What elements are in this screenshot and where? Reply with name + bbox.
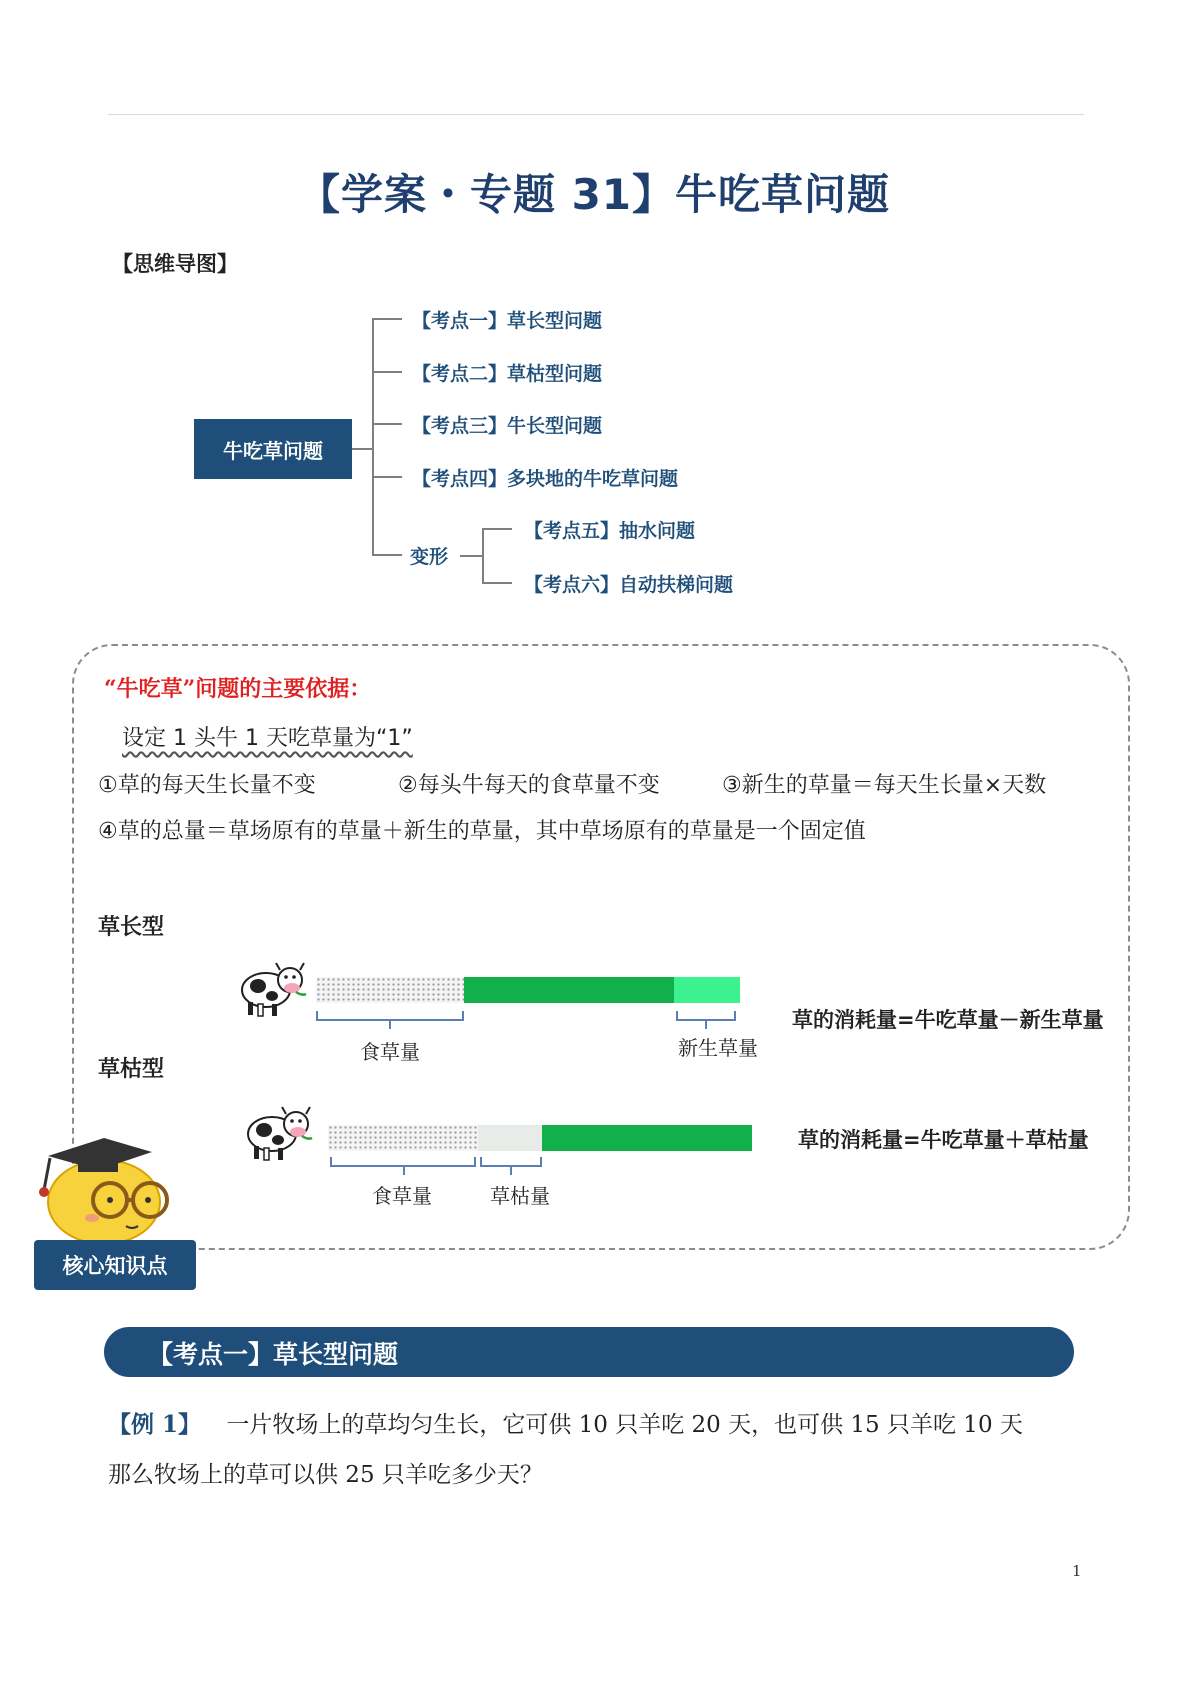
connector-line [482,528,484,584]
brace-tick [705,1021,707,1029]
grow-new-grass-bar [674,977,740,1003]
grow-eat-brace [316,1011,464,1021]
mindmap-item-2: 【考点二】草枯型问题 [412,363,603,385]
page-title: 【学案・专题 31】牛吃草问题 [297,170,891,219]
top-rule [108,114,1084,115]
brace-tick [389,1021,391,1029]
rule-3: ③新生的草量＝每天生长量×天数 [722,773,1047,798]
assumption-text: 设定 1 头牛 1 天吃草量为“1” [122,726,413,751]
example-label: 【例 1】 [108,1411,202,1438]
grow-existing-bar [464,977,674,1003]
mindmap-variant-item-2: 【考点六】自动扶梯问题 [524,574,734,596]
page-number: 1 [1072,1562,1082,1580]
wither-type-label: 草枯型 [98,1057,165,1082]
wither-caption: 草枯量 [490,1184,550,1208]
connector-line [460,555,482,557]
cow-icon [244,1104,316,1162]
cow-icon [238,960,310,1018]
example-line-2: 那么牧场上的草可以供 25 只羊吃多少天？ [108,1462,543,1488]
wither-eat-brace [330,1157,476,1167]
connector-line [352,448,372,450]
wither-eat-caption: 食草量 [372,1184,432,1208]
mindmap-heading: 【思维导图】 [112,252,238,276]
wither-formula: 草的消耗量=牛吃草量＋草枯量 [798,1128,1089,1152]
connector-line [372,318,374,555]
mindmap-item-1: 【考点一】草长型问题 [412,310,603,332]
example-line-1 [108,1406,1023,1439]
connector-line [372,371,402,373]
connector-line [372,423,402,425]
grow-type-label: 草长型 [98,915,165,940]
grow-eat-caption: 食草量 [360,1040,420,1064]
example-text-1: 一片牧场上的草均匀生长，它可供 10 只羊吃 20 天，也可供 15 只羊吃 10 天 [226,1412,1023,1438]
connector-line [372,554,402,556]
mindmap-variant-label: 变形 [410,546,449,568]
mindmap-variant-item-1: 【考点五】抽水问题 [524,520,696,542]
rule-2: ②每头牛每天的食草量不变 [398,773,660,798]
rule-1: ①草的每天生长量不变 [98,773,316,798]
mindmap-item-3: 【考点三】牛长型问题 [412,415,603,437]
section-title: 【考点一】草长型问题 [148,1340,399,1369]
mindmap-root: 牛吃草问题 [194,419,352,479]
wither-remaining-bar [542,1125,752,1151]
connector-line [372,318,402,320]
brace-tick [510,1167,512,1175]
connector-line [372,476,402,478]
wither-eat-bar [328,1125,478,1151]
grow-new-caption: 新生草量 [678,1036,758,1060]
connector-line [482,528,512,530]
grow-new-brace [676,1011,736,1021]
mascot-icon [34,1128,174,1246]
grow-eat-bar [316,977,464,1003]
connector-line [482,582,512,584]
knowledge-tag: 核心知识点 [34,1240,196,1290]
mindmap-item-4: 【考点四】多块地的牛吃草问题 [412,468,679,490]
basis-heading: “牛吃草”问题的主要依据： [104,676,372,702]
wither-withered-bar [478,1125,542,1151]
grow-formula: 草的消耗量=牛吃草量－新生草量 [792,1008,1104,1032]
brace-tick [403,1167,405,1175]
wither-brace [480,1157,542,1167]
rule-4: ④草的总量＝草场原有的草量＋新生的草量，其中草场原有的草量是一个固定值 [98,819,866,844]
